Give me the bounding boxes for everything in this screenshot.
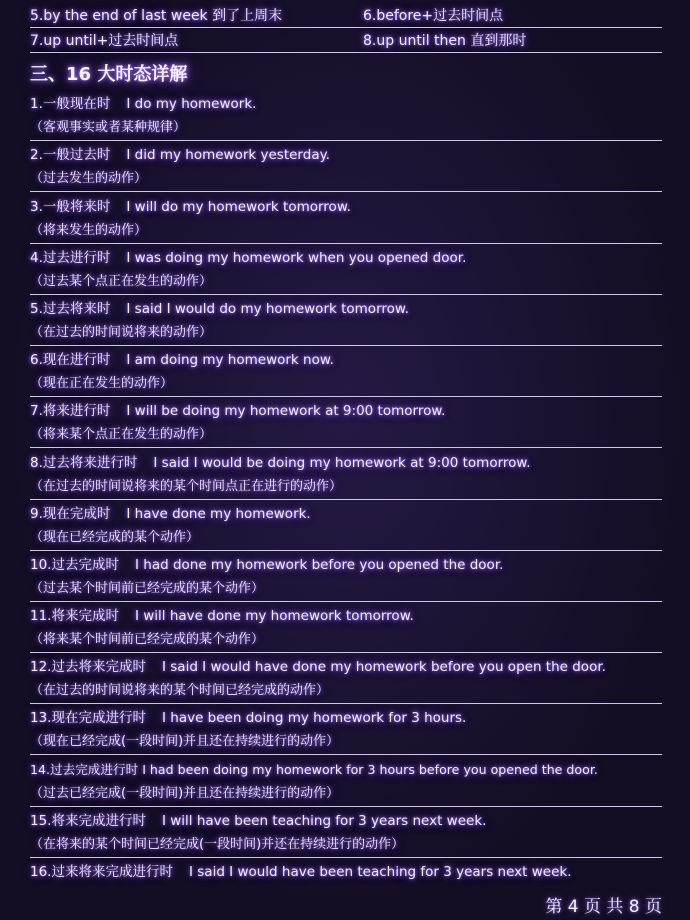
tense-name: 16.过来将来完成进行时 (30, 864, 173, 880)
tense-note: （过去某个点正在发生的动作） (30, 270, 662, 295)
tense-note: （将来某个点正在发生的动作） (30, 423, 662, 448)
tense-item-14 (30, 758, 662, 807)
tense-note: （过去发生的动作） (30, 167, 662, 192)
tense-name: 15.将来完成进行时 (30, 813, 146, 829)
tense-example: I will do my homework tomorrow. (126, 199, 351, 215)
tense-example: I said I would have been teaching for 3 years next week. (188, 864, 572, 880)
tense-name: 1.一般现在时 (30, 96, 111, 112)
tense-note: （客观事实或者某种规律） (30, 116, 662, 141)
tense-example: I did my homework yesterday. (126, 147, 330, 163)
top-row-2 (30, 30, 662, 53)
tense-name: 10.过去完成时 (30, 557, 119, 573)
tense-example: I said I would be doing my homework at 9:00 tomorrow. (153, 455, 531, 471)
phrase-6: 6.before+过去时间点 (363, 8, 504, 24)
tense-name: 8.过去将来进行时 (30, 455, 138, 471)
tense-item-11 (30, 604, 662, 653)
tense-example: I was doing my homework when you opened door. (126, 250, 467, 266)
tense-item-1 (30, 92, 662, 141)
tense-item-3 (30, 195, 662, 244)
tense-name: 9.现在完成时 (30, 506, 111, 522)
tense-note: （现在已经完成的某个动作） (30, 526, 662, 551)
tense-note: （过去已经完成(一段时间)并且还在持续进行的动作） (30, 782, 662, 807)
tense-item-6 (30, 348, 662, 397)
tense-example: I will be doing my homework at 9:00 tomorrow. (126, 403, 446, 419)
tense-example: I have been doing my homework for 3 hours. (161, 710, 467, 726)
tense-name: 5.过去将来时 (30, 301, 111, 317)
tense-item-8 (30, 451, 662, 500)
top-row-1 (30, 5, 662, 28)
tense-name: 7.将来进行时 (30, 403, 111, 419)
tense-example: I had been doing my homework for 3 hours before you opened the door. (142, 762, 598, 777)
tense-item-10 (30, 553, 662, 602)
tense-example: I am doing my homework now. (126, 352, 334, 368)
tense-example: I said I would have done my homework before you open the door. (161, 659, 606, 675)
phrase-7: 7.up until+过去时间点 (30, 33, 179, 49)
section-title: 三、16 大时态详解 (30, 64, 188, 85)
tense-name: 2.一般过去时 (30, 147, 111, 163)
tense-item-12 (30, 655, 662, 704)
tense-note: （过去某个时间前已经完成的某个动作） (30, 577, 662, 602)
tense-name: 6.现在进行时 (30, 352, 111, 368)
tense-name: 13.现在完成进行时 (30, 710, 146, 726)
tense-example: I do my homework. (126, 96, 257, 112)
tense-note: （现在正在发生的动作） (30, 372, 662, 397)
tense-note: （在过去的时间说将来的某个时间已经完成的动作） (30, 679, 662, 704)
tense-example: I have done my homework. (126, 506, 311, 522)
tense-note: （在过去的时间说将来的某个时间点正在进行的动作） (30, 475, 662, 500)
tense-item-7 (30, 399, 662, 448)
tense-item-16 (30, 860, 662, 884)
tense-item-2 (30, 143, 662, 192)
tense-item-15 (30, 809, 662, 858)
tense-item-4 (30, 246, 662, 295)
phrase-8: 8.up until then 直到那时 (363, 33, 527, 49)
tense-item-9 (30, 502, 662, 551)
tense-note: （现在已经完成(一段时间)并且还在持续进行的动作） (30, 730, 662, 755)
tense-item-13 (30, 706, 662, 755)
tense-example: I said I would do my homework tomorrow. (126, 301, 409, 317)
tense-example: I had done my homework before you opened the door. (134, 557, 504, 573)
tense-name: 4.过去进行时 (30, 250, 111, 266)
tense-name: 11.将来完成时 (30, 608, 119, 624)
tense-example: I will have done my homework tomorrow. (134, 608, 414, 624)
tense-example: I will have been teaching for 3 years next week. (161, 813, 487, 829)
tense-name: 12.过去将来完成时 (30, 659, 146, 675)
tense-item-5 (30, 297, 662, 346)
phrase-5: 5.by the end of last week 到了上周末 (30, 8, 283, 24)
tense-name: 3.一般将来时 (30, 199, 111, 215)
tense-note: （在过去的时间说将来的动作） (30, 321, 662, 346)
tense-note: （在将来的某个时间已经完成(一段时间)并还在持续进行的动作） (30, 833, 662, 858)
tense-note: （将来某个时间前已经完成的某个动作） (30, 628, 662, 653)
page-footer: 第 4 页 共 8 页 (545, 897, 662, 917)
tense-note: （将来发生的动作） (30, 219, 662, 244)
tense-name: 14.过去完成进行时 (30, 762, 139, 777)
